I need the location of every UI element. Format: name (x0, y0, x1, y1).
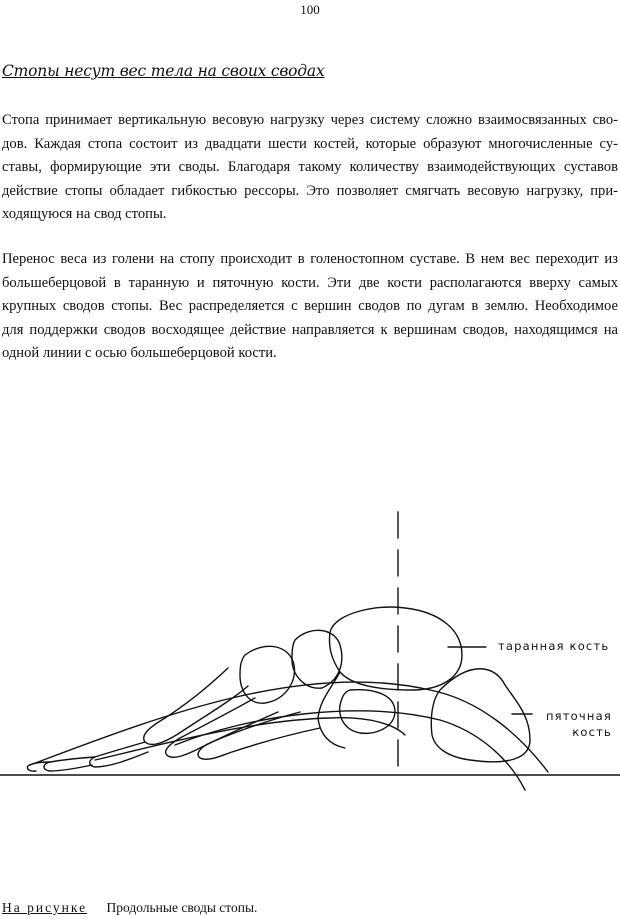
text-line: для поддержки сводов восходящее действие направляется к вершинам сводов, находящимся на (2, 321, 618, 338)
page-number: 100 (300, 2, 320, 17)
calcaneus-label (520, 708, 612, 740)
phalanx-bone (44, 757, 95, 771)
text-line: ставы, формирующие эти своды. Благодаря такому количеству взаимодействующих суставов (2, 159, 618, 175)
caption-text: Продольные своды стопы. (106, 900, 258, 915)
text-line: одной линии с осью большеберцовой кости. (2, 345, 277, 361)
caption-prefix: На рисунке (2, 900, 88, 915)
foot-arches-illustration (0, 500, 620, 820)
text-line: крупных сводов стопы. Вес распределяется с вершин сводов по дугам в землю. Необходимое (2, 298, 618, 314)
section-heading: Стопы несут вес тела на своих сводах (2, 62, 325, 80)
text-line: дов. Каждая стопа состоит из двадцати шести костей, которые образуют многочисленные су- (2, 135, 618, 152)
calcaneus-label-line2: кость (572, 725, 612, 739)
text-line: Стопа принимает вертикальную весовую нагрузку через систему сложно взаимосвязанных сво- (2, 112, 618, 128)
talus-label: таранная кость (498, 639, 610, 653)
navicular-bone (292, 630, 342, 688)
text-line: большеберцовой в таранную и пяточную кости. Эти две кости располагаются вверху самых (2, 274, 618, 291)
figure-caption (2, 900, 257, 916)
paragraph-weight-bearing (2, 109, 618, 227)
text-line: ходящуюся на свод стопы. (2, 206, 167, 222)
inner-arch-curve (175, 711, 525, 790)
longitudinal-arch-curve (30, 682, 548, 772)
text-line: действие стопы обладает гибкостью рессоры. Это позволяет смягчать весовую нагрузку, при- (2, 182, 618, 199)
calcaneus-label-line1: пяточная (545, 709, 612, 723)
text-line: Перенос веса из голени на стопу происходит в голеностопном суставе. В нем вес переходит из (2, 251, 618, 267)
paragraph-weight-transfer (2, 248, 618, 366)
talus-bone (329, 607, 462, 690)
